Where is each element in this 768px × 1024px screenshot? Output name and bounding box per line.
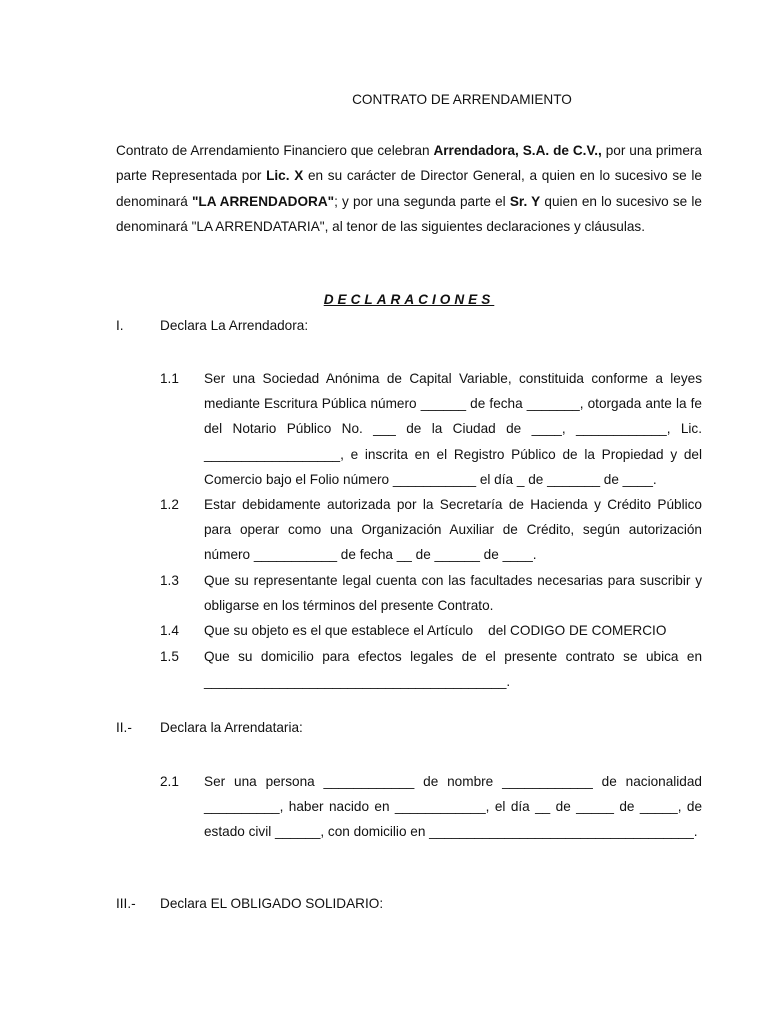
- clause-1-3: [160, 568, 702, 618]
- section-number: III.-: [116, 896, 136, 911]
- intro-party-arrendadora: Arrendadora, S.A. de C.V.,: [433, 143, 602, 158]
- clause-1-4: [160, 618, 702, 643]
- clause-number: 1.3: [160, 573, 179, 588]
- intro-representative: Lic. X: [266, 168, 304, 184]
- section-heading-declaraciones: DECLARACIONES: [323, 292, 495, 307]
- clause-text: Estar debidamente autorizada por la Secretaría de Hacienda y Crédito Público para operar como una Organización Auxiliar de Crédito, según autorización número ___________ de fecha __ de ______ de ____.: [204, 497, 702, 563]
- section-label: Declara La Arrendadora:: [160, 318, 309, 333]
- intro-text-2: por una primera parte Representada por: [116, 143, 702, 184]
- clause-text: Que su representante legal cuenta con las facultades necesarias para suscribir y obligarse en los términos del presente Contrato.: [204, 573, 702, 614]
- clause-number: 2.1: [160, 774, 179, 789]
- section-number: I.: [116, 318, 124, 333]
- clause-number: 1.1: [160, 371, 179, 386]
- clause-1-2: [160, 492, 702, 568]
- section-number: II.-: [116, 720, 132, 735]
- clause-text: Que su domicilio para efectos legales de el presente contrato se ubica en ________________________________________.: [204, 649, 702, 690]
- document-title: CONTRATO DE ARRENDAMIENTO: [352, 92, 572, 107]
- intro-alias-arrendadora: "LA ARRENDADORA": [191, 193, 335, 209]
- clause-1-5: [160, 644, 702, 694]
- intro-text-3: en su carácter de Director General, a quien en lo sucesivo se le denominará: [116, 168, 702, 209]
- section-label: Declara EL OBLIGADO SOLIDARIO:: [160, 896, 384, 911]
- clause-1-1: [160, 366, 702, 492]
- clause-number: 1.5: [160, 649, 179, 664]
- intro-paragraph: [116, 138, 702, 239]
- clause-number: 1.4: [160, 623, 179, 638]
- clause-text: Ser una Sociedad Anónima de Capital Variable, constituida conforme a leyes mediante Escritura Pública número ______ de fecha _______, otorgada ante la fe del Notario Público No. ___ de la Ciudad de ____, ____________, Lic. __________________, e inscrita en el Registro Público de la Propiedad y del Comercio bajo el Folio número ___________ el día _ de _______ de ____.: [204, 371, 702, 487]
- clause-text: Que su objeto es el que establece el Artículo del CODIGO DE COMERCIO: [204, 623, 667, 638]
- intro-text-1: Contrato de Arrendamiento Financiero que celebran: [116, 143, 434, 158]
- clause-text: Ser una persona ____________ de nombre ____________ de nacionalidad __________, haber nacido en ____________, el día __ de _____ de _____, de estado civil ______, con domicilio en ___________________________________.: [204, 774, 702, 840]
- clause-number: 1.2: [160, 497, 179, 512]
- intro-party-arrendatario: Sr. Y: [509, 193, 541, 209]
- clause-2-1: [160, 769, 702, 845]
- section-label: Declara la Arrendataria:: [160, 720, 303, 735]
- intro-text-4: ; y por una segunda parte el: [334, 193, 510, 209]
- intro-text-5: quien en lo sucesivo se le denominará "LA ARRENDATARIA", al tenor de las siguientes declaraciones y cláusulas.: [116, 193, 702, 234]
